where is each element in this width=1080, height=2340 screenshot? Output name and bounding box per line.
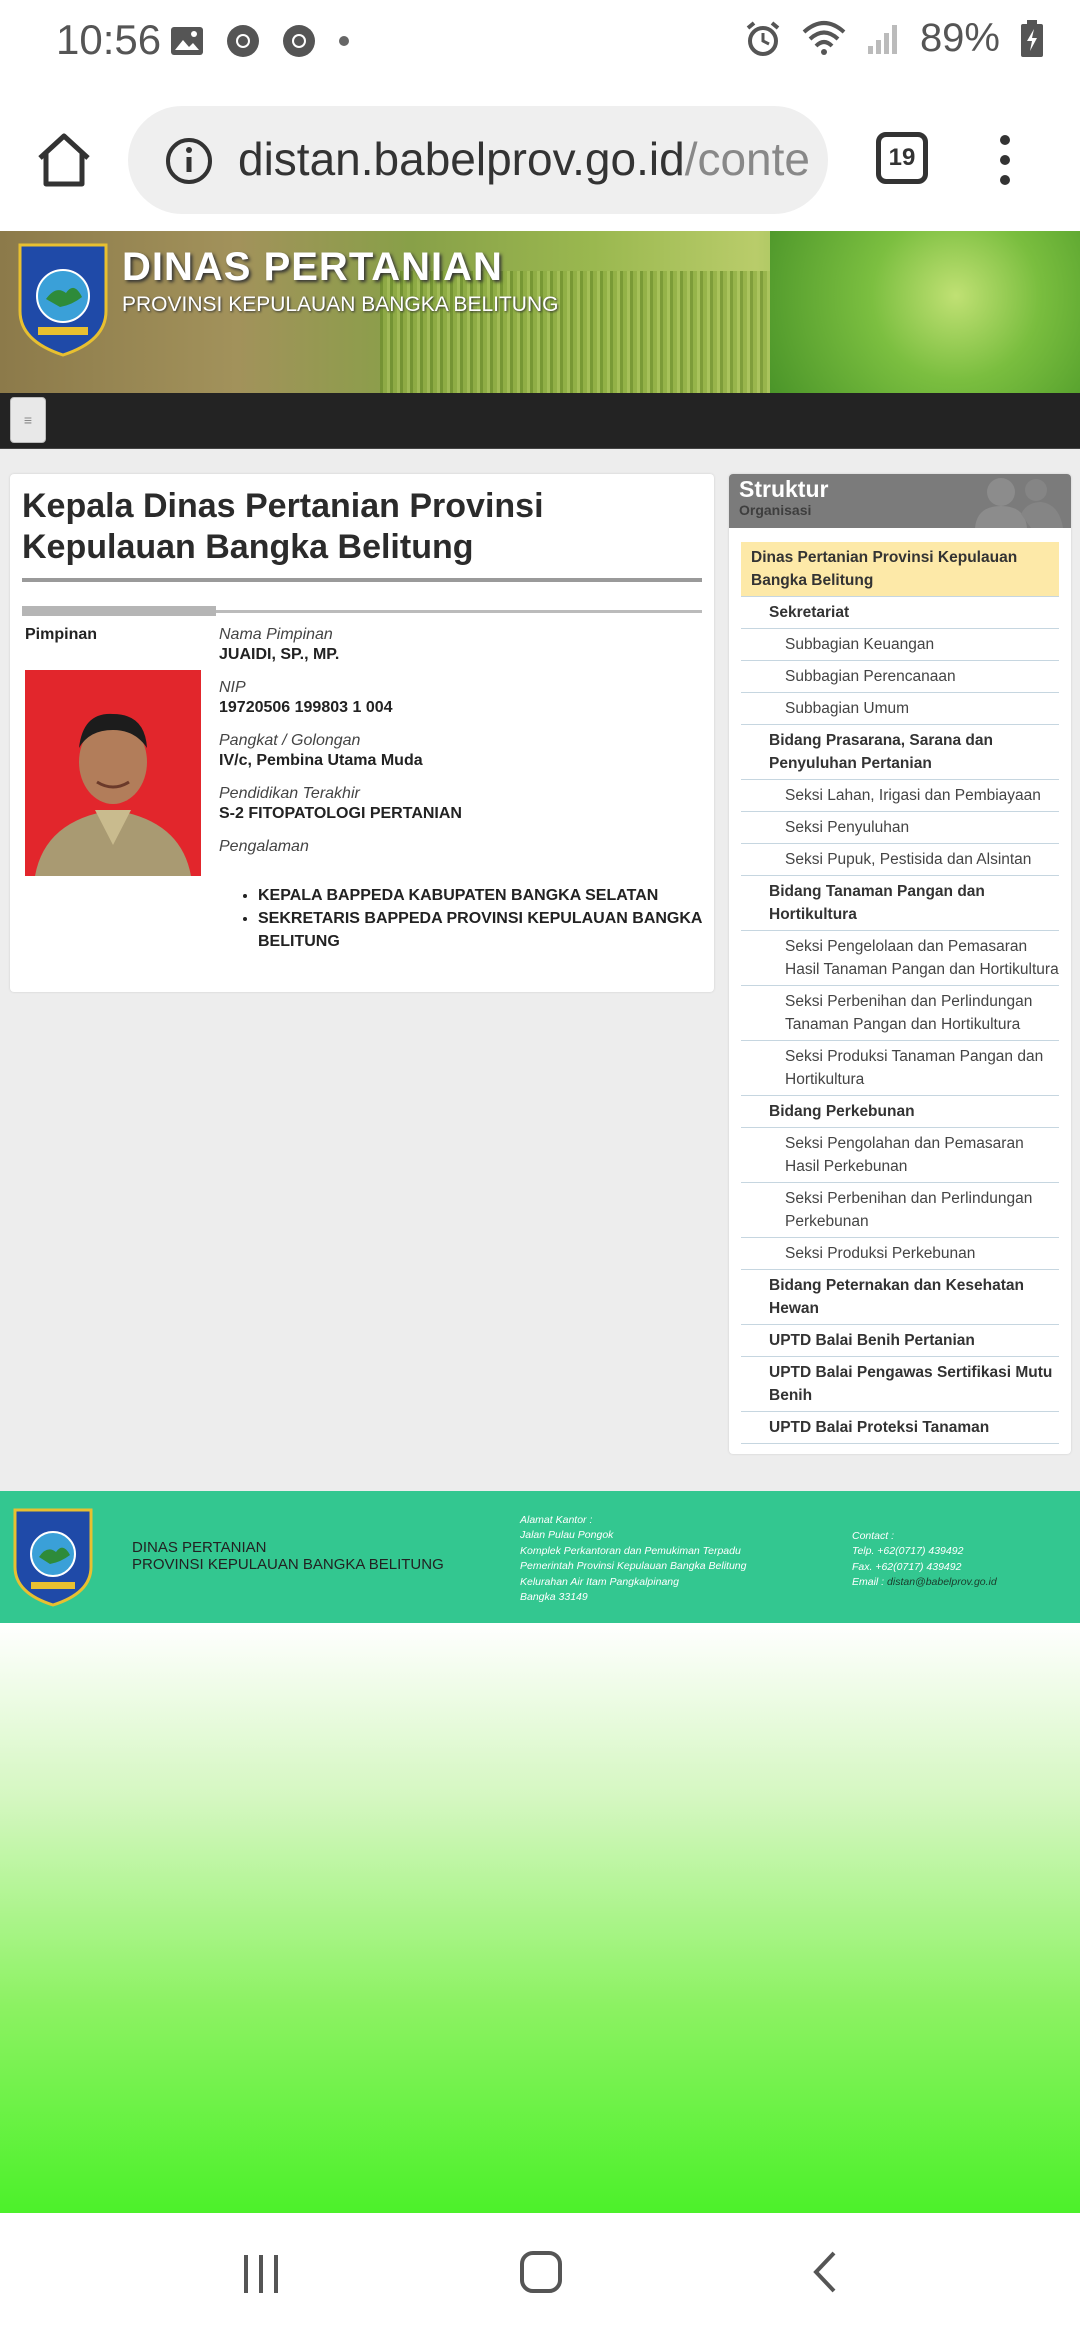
sidebar-item[interactable]: Seksi Lahan, Irigasi dan Pembiayaan	[741, 780, 1059, 812]
field-pangkat	[219, 732, 423, 770]
leader-profile-card	[10, 474, 714, 992]
alarm-icon	[744, 20, 782, 58]
site-subtitle: PROVINSI KEPULAUAN BANGKA BELITUNG	[122, 293, 559, 316]
leader-photo	[25, 670, 201, 876]
address-line: Komplek Perkantoran dan Pemukiman Terpadu	[520, 1544, 741, 1557]
title-divider	[22, 578, 702, 582]
footer-name-line: DINAS PERTANIAN	[132, 1539, 267, 1556]
menu-toggle-button[interactable]: ≡	[10, 397, 46, 443]
address-line: Kelurahan Air Itam Pangkalpinang	[520, 1575, 679, 1588]
sidebar-title: Struktur	[739, 476, 829, 502]
list-item: • KEPALA BAPPEDA KABUPATEN BANGKA SELATAN	[258, 884, 706, 907]
address-line: Jalan Pulau Pongok	[520, 1529, 614, 1542]
more-vert-icon[interactable]	[990, 130, 1020, 190]
battery-level: 89%	[919, 16, 1000, 60]
field-value: JUAIDI, SP., MP.	[219, 646, 340, 663]
plant-image	[770, 231, 1080, 393]
image-icon	[170, 26, 204, 56]
province-logo	[16, 241, 110, 357]
tab-switcher-button[interactable]: 19	[876, 132, 928, 184]
field-pendidikan	[219, 785, 462, 823]
contact-email-row	[852, 1575, 997, 1590]
sidebar-item[interactable]: Bidang Peternakan dan Kesehatan Hewan	[741, 1270, 1059, 1325]
footer-org-name	[132, 1539, 444, 1573]
sidebar-item[interactable]: Seksi Pengelolaan dan Pemasaran Hasil Tanaman Pangan dan Hortikultura	[741, 931, 1059, 986]
info-icon[interactable]	[164, 136, 214, 186]
sidebar-item[interactable]: Seksi Penyuluhan	[741, 812, 1059, 844]
url-text	[238, 132, 810, 186]
sidebar-item[interactable]: Sekretariat	[741, 597, 1059, 629]
sidebar-item[interactable]: Subbagian Perencanaan	[741, 661, 1059, 693]
sidebar-item[interactable]: Seksi Perbenihan dan Perlindungan Tanaman Pangan dan Hortikultura	[741, 986, 1059, 1041]
recents-icon[interactable]	[238, 2251, 284, 2297]
footer-logo	[12, 1507, 94, 1607]
field-value: S-2 FITOPATOLOGI PERTANIAN	[219, 805, 462, 822]
field-label: Pengalaman	[219, 838, 309, 855]
sidebar-item[interactable]: Seksi Produksi Tanaman Pangan dan Hortikultura	[741, 1041, 1059, 1096]
sidebar-subtitle: Organisasi	[739, 502, 812, 518]
address-line: Alamat Kantor :	[520, 1514, 593, 1526]
field-nip	[219, 679, 393, 717]
url-domain: distan.babelprov.go.id	[238, 133, 685, 185]
page-background	[0, 1623, 1080, 2213]
org-list	[741, 542, 1059, 1444]
org-structure-sidebar	[729, 474, 1071, 1454]
system-navigation-bar	[0, 2213, 1080, 2340]
wifi-icon	[802, 20, 846, 58]
email-label: Email :	[852, 1576, 885, 1589]
pimpinan-label: Pimpinan	[25, 626, 98, 643]
address-line: Pemerintah Provinsi Kepulauan Bangka Belitung	[520, 1560, 747, 1573]
home-nav-icon[interactable]	[518, 2249, 564, 2295]
email-link[interactable]: distan@babelprov.go.id	[887, 1576, 997, 1589]
sidebar-item[interactable]: Bidang Tanaman Pangan dan Hortikultura	[741, 876, 1059, 931]
sidebar-item[interactable]: UPTD Balai Proteksi Tanaman	[741, 1412, 1059, 1444]
field-pengalaman	[219, 838, 309, 856]
list-item: • SEKRETARIS BAPPEDA PROVINSI KEPULAUAN BANGKA BELITUNG	[258, 907, 706, 953]
browser-toolbar	[0, 90, 1080, 230]
site-footer	[0, 1491, 1080, 1623]
field-nama	[219, 626, 339, 664]
contact-label: Contact :	[852, 1530, 895, 1542]
sidebar-item[interactable]: Subbagian Umum	[741, 693, 1059, 725]
sidebar-item[interactable]: Bidang Prasarana, Sarana dan Penyuluhan Pertanian	[741, 725, 1059, 780]
footer-contact	[852, 1529, 997, 1591]
sidebar-item[interactable]: UPTD Balai Pengawas Sertifikasi Mutu Benih	[741, 1357, 1059, 1412]
site-navbar	[0, 393, 1080, 449]
field-label: Pangkat / Golongan	[219, 732, 361, 749]
sidebar-item[interactable]: Seksi Pupuk, Pestisida dan Alsintan	[741, 844, 1059, 876]
status-bar	[0, 0, 1080, 90]
chrome-icon	[226, 24, 260, 58]
sidebar-item[interactable]: Subbagian Keuangan	[741, 629, 1059, 661]
home-icon[interactable]	[34, 130, 94, 190]
url-path: /conte	[684, 133, 810, 185]
sidebar-item[interactable]: Dinas Pertanian Provinsi Kepulauan Bangka Belitung	[741, 542, 1059, 597]
sidebar-item[interactable]: Seksi Produksi Perkebunan	[741, 1238, 1059, 1270]
person-photo-icon	[25, 670, 201, 876]
address-bar[interactable]	[128, 106, 828, 214]
address-line: Bangka 33149	[520, 1591, 588, 1604]
status-time: 10:56	[56, 16, 162, 63]
sidebar-item[interactable]: Seksi Perbenihan dan Perlindungan Perkebunan	[741, 1183, 1059, 1238]
field-value: IV/c, Pembina Utama Muda	[219, 752, 423, 769]
site-title: DINAS PERTANIAN	[122, 245, 503, 289]
notification-icons	[170, 24, 350, 58]
people-icon	[941, 474, 1071, 528]
page-title: Kepala Dinas Pertanian Provinsi Kepulauan Bangka Belitung	[22, 487, 544, 566]
sidebar-item[interactable]: UPTD Balai Benih Pertanian	[741, 1325, 1059, 1357]
contact-telp: Telp. +62(0717) 439492	[852, 1545, 964, 1558]
contact-fax: Fax. +62(0717) 439492	[852, 1560, 962, 1573]
signal-icon	[866, 22, 900, 56]
site-banner	[0, 231, 1080, 393]
status-right	[744, 16, 1044, 61]
sidebar-item[interactable]: Bidang Perkebunan	[741, 1096, 1059, 1128]
field-label: NIP	[219, 679, 246, 696]
chrome-icon	[282, 24, 316, 58]
footer-address	[520, 1513, 746, 1605]
tab-active-indicator	[22, 606, 216, 616]
field-value: 19720506 199803 1 004	[219, 699, 393, 716]
field-label: Pendidikan Terakhir	[219, 785, 360, 802]
footer-name-line: PROVINSI KEPULAUAN BANGKA BELITUNG	[132, 1556, 444, 1573]
battery-charging-icon	[1020, 20, 1044, 58]
experience-list	[236, 884, 706, 953]
dot-icon	[338, 35, 350, 47]
sidebar-item[interactable]: Seksi Pengolahan dan Pemasaran Hasil Perkebunan	[741, 1128, 1059, 1183]
field-label: Nama Pimpinan	[219, 626, 333, 643]
sidebar-header	[729, 474, 1071, 528]
back-icon[interactable]	[806, 2249, 846, 2295]
